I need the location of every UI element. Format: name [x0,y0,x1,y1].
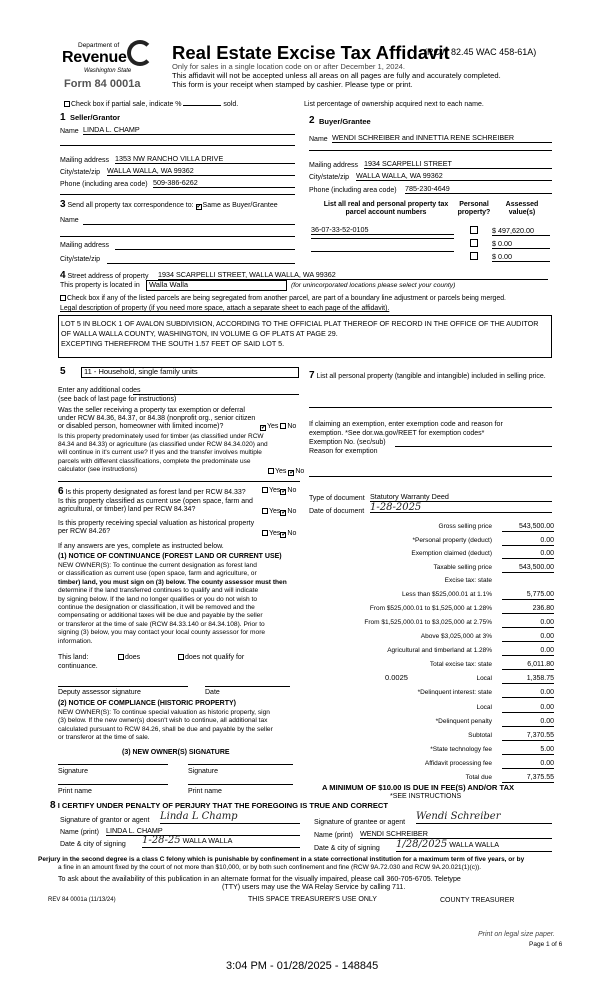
seller-name-field[interactable]: LINDA L. CHAMP [83,125,295,135]
q2-answer: Yes ✔No [268,468,304,476]
parcel-header: List all real and personal property tax parcel account numbers [323,201,449,217]
legal-description-field[interactable]: LOT 5 IN BLOCK 1 OF AVALON SUBDIVISION, ACCORDING TO THE OFFICIAL PLAT THEREOF OF RECORD IN THE OFFICE OF THE AUDITOR OF WALLA WALLA COUNTY, WASHINGTON, IN VOLUME G OF PLATS AT PAGE 29. EXCEPTING THEREFROM THE SOUTH 1.57 FEET OF SAID LOT 5. [58,315,552,358]
perjury-line-2: a fine in an amount fixed by the court of not more than $10,000, or by both such confinement and fine (RCW 9A.72.030 and RCW 9A.20.021(1)(c)). [58,864,482,871]
codes-note: (see back of last page for instructions) [58,396,177,403]
timestamp-stamp: 3:04 PM - 01/28/2025 - 148845 [226,960,379,972]
personal-1-checkbox[interactable] [470,226,478,234]
does-not-checkbox[interactable] [178,654,184,660]
value-1[interactable]: $ 497,620.00 [492,226,550,236]
owner-print-1-label: Print name [58,788,92,795]
bracket-5-label: Agricultural and timberland at 1.28% [387,647,492,654]
tech-fee-label: *State technology fee [430,746,492,753]
tech-fee-value[interactable]: 5.00 [502,745,554,755]
availability-2: (TTY) users may use the WA Relay Service by calling 711. [222,883,406,891]
buyer-phone-label: Phone (including area code) [309,187,397,194]
doc-date-label: Date of document [309,508,365,515]
exemption-deduct-value[interactable]: 0.00 [502,549,554,559]
grantor-signature[interactable]: Linda L Champ [160,809,300,824]
form-number: Form 84 0001a [64,78,141,90]
perjury-line-1: Perjury in the second degree is a class C felony which is punishable by confinement in a state correctional institution for a maximum term of five years, or by [38,856,525,863]
grantee-name-label: Name (print) [314,832,353,839]
gross-value[interactable]: 543,500.00 [502,522,554,532]
revenue-logo-icon [127,40,153,66]
bracket-3-label: From $1,525,000.01 to $3,025,000 at 2.75% [364,619,492,626]
compliance-text: NEW OWNER(S): To continue special valuation as historic property, sign (3) below. If the new owner(s) doesn't wish to continue, all additional tax calculated pursuant to RCW 84.26, shall be due and payable by the seller or transferor at the time of sale. [58,709,273,742]
bracket-2-value[interactable]: 236.80 [502,604,554,614]
q4-yes-checkbox[interactable] [262,508,268,514]
continuance-text: NEW OWNER(S): To continue the current designation as forest land or classification as current use (open space, farm and agriculture, or timber) land, you must sign on (3) below. The county assessor must then determine if the land transferred continues to qualify and will indicate by signing below. If the land no longer qualifies or you do not wish to continue the designation or classification, it will be removed and the compensating or additional taxes will be due and payable by the seller or transferor at the time of sale (RCW 84.33.140 or 84.34.108). Prior to signing (3) below, you may contact your local county assessor for more information. [58,562,287,645]
does-checkbox[interactable] [118,654,124,660]
q-historic: Is this property receiving special valuation as historical property per RCW 84.26? [58,520,255,535]
total-state-label: Total excise tax: state [429,661,492,668]
continuance-word: continuance. [58,663,98,670]
statute: (RCW 82.45 WAC 458-61A) [424,47,537,57]
agency-logo-text: Revenue [62,49,127,66]
personal-2-checkbox[interactable] [470,239,478,247]
minimum-note: A MINIMUM OF $10.00 IS DUE IN FEE(S) AND/OR TAX [322,783,515,792]
q4-answer: Yes✔No [262,508,296,516]
bracket-2-label: From $525,000.01 to $1,525,000 at 1.28% [369,605,492,612]
corr-city-label: City/state/zip [60,256,101,263]
q3-yes-checkbox[interactable] [262,487,268,493]
buyer-name-field[interactable]: WENDI SCHREIBER and INNETTIA RENE SCHREIBER [332,133,552,143]
bracket-5-value[interactable]: 0.00 [502,646,554,656]
grantee-date-label: Date & city of signing [314,845,380,852]
seller-city-field[interactable]: WALLA WALLA, WA 99362 [107,166,295,176]
section-8: 8 I CERTIFY UNDER PENALTY OF PERJURY THAT THE FOREGOING IS TRUE AND CORRECT [50,800,389,811]
q2-no-checkbox[interactable]: ✔ [289,470,295,476]
section-5-num: 5 [60,366,66,377]
doc-type-field[interactable]: Statutory Warranty Deed [370,492,552,502]
value-3[interactable]: $ 0.00 [492,252,550,262]
dept-label: Department of [78,42,120,49]
bracket-1-label: Less than $525,000.01 at 1.1% [402,591,492,598]
grantor-date-city[interactable]: 1-28-25 WALLA WALLA [142,836,300,848]
section-2-num: 2 [309,115,315,126]
interest-local-label: Local [476,704,492,711]
doc-date-field[interactable]: 1-28-2025 [370,503,552,513]
grantee-date-city[interactable]: 1/28/2025 WALLA WALLA [396,840,552,852]
local-value[interactable]: 1,358.75 [502,674,554,684]
excise-state-label: Excise tax: state [444,577,492,584]
legal-desc-label: Legal description of property (if you need more space, attach a separate sheet to each page of the affidavit). [60,305,390,312]
exemption-text-2: exemption. *See dor.wa.gov/REET for exemption codes* [309,430,485,437]
same-as-buyer-checkbox[interactable]: ✔ [196,204,202,210]
personal-header: Personal property? [457,201,491,217]
interest-state-value[interactable]: 0.00 [502,688,554,698]
buyer-name-label: Name [309,136,328,143]
exemption-reason-label: Reason for exemption [309,448,378,455]
corr-name-label: Name [60,217,79,224]
if-yes: If any answers are yes, complete as instructed below. [58,543,224,550]
grantee-signature[interactable]: Wendi Schreiber [416,809,552,824]
legal-paper-note: Print on legal size paper. [478,931,555,938]
state-label: Washington State [84,68,132,74]
section-1-num: 1 [60,112,66,123]
total-state-value[interactable]: 6,011.80 [502,660,554,670]
buyer-title: Buyer/Grantee [319,117,371,126]
county-treasurer: COUNTY TREASURER [440,897,515,904]
buyer-city-label: City/state/zip [309,174,350,181]
land-label: This land: [58,654,89,661]
grantee-sig-label: Signature of grantee or agent [314,819,406,826]
q3-answer: Yes✔No [262,487,296,495]
grantor-name-label: Name (print) [60,829,99,836]
interest-state-label: *Delinquent interest: state [417,689,492,696]
taxable-label: Taxable selling price [433,564,492,571]
processing-fee-label: Affidavit processing fee [424,760,492,767]
q3-no-checkbox[interactable]: ✔ [281,489,287,495]
q5-answer: Yes✔No [262,530,296,538]
grantor-name[interactable]: LINDA L. CHAMP [106,826,300,836]
ownership-note: List percentage of ownership acquired next to each name. [304,101,484,108]
q-timber: Is this property predominately used for timber (as classified under RCW 84.34 and 84.33) or agriculture (as classified under RCW 84.34.020) and will continue in it's current use? If yes and the transfer involves multiple parcels with different classifications, complete the predominate use calculator (see instructions) [58,433,268,473]
grantee-name[interactable]: WENDI SCHREIBER [360,829,552,839]
does-option: does [118,654,140,662]
seller-addr-label: Mailing address [60,157,110,164]
penalty-value[interactable]: 0.00 [502,717,554,727]
personal-3-checkbox[interactable] [470,252,478,260]
treasurer-use: THIS SPACE TREASURER'S USE ONLY [248,896,377,903]
segregation-checkbox[interactable] [60,295,66,301]
deputy-date-label: Date [205,689,220,696]
local-rate: 0.0025 [385,673,408,682]
buyer-phone-field[interactable]: 785-230-4649 [405,184,552,194]
land-use-select[interactable]: 11 - Household, single family units [81,367,299,378]
q1-answer: ✔Yes No [261,423,297,431]
seller-phone-field[interactable]: 509-386-6262 [153,178,295,188]
exemption-deduct-label: Exemption claimed (deduct) [411,550,492,557]
bracket-3-value[interactable]: 0.00 [502,618,554,628]
segregation: Check box if any of the listed parcels are being segregated from another parcel, are part of a boundary line adjustment or parcels being merged. [60,295,506,303]
note-2: This affidavit will not be accepted unless all areas on all pages are fully and accurately completed. [172,71,501,80]
grantor-date-label: Date & city of signing [60,841,126,848]
q1-no-checkbox[interactable] [280,423,286,429]
section-4: 4 Street address of property [60,270,149,281]
bracket-1-value[interactable]: 5,775.00 [502,590,554,600]
seller-city-label: City/state/zip [60,169,101,176]
parcel-3[interactable] [311,251,454,252]
total-due-value[interactable]: 7,375.55 [502,773,554,783]
local-label: Local [476,675,492,682]
section-3: 3 Send all property tax correspondence to: ✔Same as Buyer/Grantee [60,199,278,210]
corr-addr-label: Mailing address [60,242,110,249]
buyer-city-field[interactable]: WALLA WALLA, WA 99362 [356,171,552,181]
section-7: 7 List all personal property (tangible and intangible) included in selling price. [309,370,546,381]
owner-sig-1-label: Signature [58,768,88,775]
bracket-4-value[interactable]: 0.00 [502,632,554,642]
page-title: Real Estate Excise Tax Affidavit [172,42,450,63]
location-label: This property is located in [60,282,140,289]
page-number: Page 1 of 6 [529,941,563,948]
seller-address-field[interactable]: 1353 NW RANCHO VILLA DRIVE [115,154,295,164]
gross-label: Gross selling price [438,523,492,530]
seller-name-label: Name [60,128,79,135]
new-owner-sig-heading: (3) NEW OWNER(S) SIGNATURE [122,749,230,756]
partial-checkbox[interactable] [64,101,70,107]
see-instructions: *SEE INSTRUCTIONS [390,793,462,800]
owner-sig-2-label: Signature [188,768,218,775]
q-forest: 6 Is this property designated as forest land per RCW 84.33? [58,486,246,497]
owner-print-2-label: Print name [188,788,222,795]
q1-yes-checkbox[interactable]: ✔ [261,425,267,431]
property-address-field[interactable]: 1934 SCARPELLI STREET, WALLA WALLA, WA 99362 [158,270,548,280]
location-note: (for unincorporated locations please select your county) [291,282,456,289]
does-not-option: does not qualify for [178,654,244,662]
availability-1: To ask about the availability of this publication in an alternate format for the visually impaired, please call 360-705-6705. Teletype [58,875,461,883]
taxable-value[interactable]: 543,500.00 [502,563,554,573]
buyer-addr-label: Mailing address [309,162,359,169]
note-1: Only for sales in a single location code on or after December 1, 2024. [172,62,406,71]
parcel-1[interactable]: 36-07-33-52-0105 [311,225,454,235]
note-3: This form is your receipt when stamped by cashier. Please type or print. [172,80,413,89]
q-exemption: Was the seller receiving a property tax exemption or deferral under RCW 84.36, 84.37, or 84.38 (nonprofit org., senior citizen or disabled person, homeowner with limited income)? [58,407,256,431]
exemption-no-label: Exemption No. (sec/sub) [309,439,386,446]
subtotal-value[interactable]: 7,370.55 [502,731,554,741]
codes-label: Enter any additional codes [58,387,141,394]
seller-title: Seller/Grantor [70,113,121,122]
interest-local-value[interactable]: 0.00 [502,703,554,713]
personal-deduct-label: *Personal property (deduct) [412,537,492,544]
deputy-sig-label: Deputy assessor signature [58,689,141,696]
q-current-use: Is this property classified as current use (open space, farm and agricultural, or timber) land per RCW 84.34? [58,498,253,513]
q2-yes-checkbox[interactable] [268,468,274,474]
doc-type-label: Type of document [309,495,365,502]
bracket-4-label: Above $3,025,000 at 3% [420,633,492,640]
seller-phone-label: Phone (including area code) [60,181,148,188]
q5-no-checkbox[interactable]: ✔ [281,532,287,538]
total-due-label: Total due [465,774,492,781]
penalty-label: *Delinquent penalty [435,718,492,725]
exemption-text-1: If claiming an exemption, enter exemption code and reason for [309,421,503,428]
assessed-header: Assessed value(s) [505,201,539,217]
value-2[interactable]: $ 0.00 [492,239,550,249]
compliance-heading: (2) NOTICE OF COMPLIANCE (HISTORIC PROPERTY) [58,700,236,707]
partial-sale: Check box if partial sale, indicate % sold. [64,101,238,109]
location-select[interactable]: Walla Walla [146,280,287,291]
continuance-heading: (1) NOTICE OF CONTINUANCE (FOREST LAND OR CURRENT USE) [58,553,282,560]
grantor-sig-label: Signature of grantor or agent [60,817,150,824]
personal-deduct-value[interactable]: 0.00 [502,536,554,546]
q4-no-checkbox[interactable]: ✔ [281,510,287,516]
buyer-address-field[interactable]: 1934 SCARPELLI STREET [364,159,552,169]
revision: REV 84 0001a (11/13/24) [48,897,116,903]
parcel-2[interactable] [311,238,454,239]
subtotal-label: Subtotal [468,732,492,739]
processing-fee-value[interactable]: 0.00 [502,759,554,769]
